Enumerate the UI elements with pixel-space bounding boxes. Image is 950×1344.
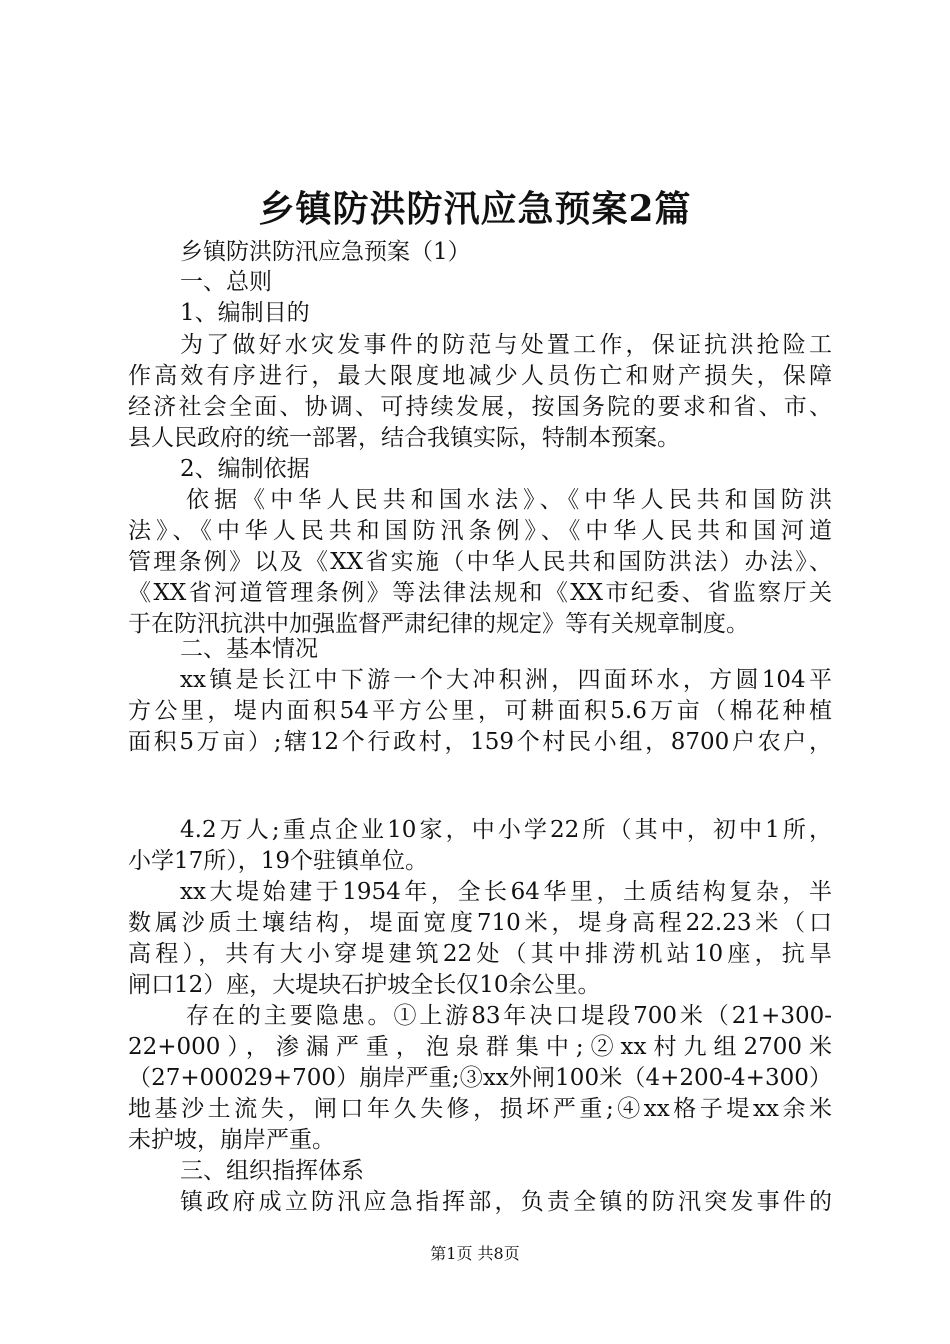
paragraph-line: 《XX省河道管理条例》等法律法规和《XX市纪委、省监察厅关 [128, 580, 832, 606]
paragraph-line: 存在的主要隐患。①上游83年决口堤段700米（21+300- [186, 1003, 832, 1029]
paragraph-line: 镇政府成立防汛应急指挥部，负责全镇的防汛突发事件的 [180, 1189, 832, 1215]
document-title: 乡镇防洪防汛应急预案2篇 [258, 188, 692, 230]
paragraph-line: 面积5万亩）;辖12个行政村，159个村民小组，8700户农户， [128, 729, 832, 755]
paragraph-line: 经济社会全面、协调、可持续发展，按国务院的要求和省、市、 [128, 394, 832, 420]
paragraph-line: xx大堤始建于1954年，全长64华里，土质结构复杂，半 [180, 879, 832, 905]
section-heading: 二、基本情况 [180, 636, 318, 662]
section-heading: 三、组织指挥体系 [180, 1158, 364, 1184]
paragraph-line: 县人民政府的统一部署，结合我镇实际，特制本预案。 [128, 425, 680, 451]
page-footer: 第1页 共8页 [430, 1244, 520, 1263]
paragraph-line: 于在防汛抗洪中加强监督严肃纪律的规定》等有关规章制度。 [128, 611, 749, 637]
paragraph-line: 法》、《中华人民共和国防汛条例》、《中华人民共和国河道 [128, 518, 832, 544]
subtitle-line: 乡镇防洪防汛应急预案（1） [180, 239, 471, 265]
paragraph-line: （27+00029+700）崩岸严重;③xx外闸100米（4+200-4+300） [128, 1065, 832, 1091]
subsection-heading: 1、编制目的 [180, 300, 310, 326]
paragraph-line: 地基沙土流失，闸口年久失修，损坏严重;④xx格子堤xx余米 [128, 1096, 832, 1122]
paragraph-line: 未护坡，崩岸严重。 [128, 1127, 335, 1153]
paragraph-line: 数属沙质土壤结构，堤面宽度710米，堤身高程22.23米（口 [128, 910, 832, 936]
paragraph-line: xx镇是长江中下游一个大冲积洲，四面环水，方圆104平 [180, 667, 832, 693]
paragraph-line: 闸口12）座，大堤块石护坡全长仅10余公里。 [128, 972, 601, 998]
paragraph-line: 4.2万人;重点企业10家，中小学22所（其中，初中1所， [180, 817, 832, 843]
section-heading: 一、总则 [180, 269, 272, 295]
paragraph-line: 为了做好水灾发事件的防范与处置工作，保证抗洪抢险工 [180, 332, 832, 358]
paragraph-line: 高程），共有大小穿堤建筑22处（其中排涝机站10座，抗旱 [128, 941, 832, 967]
paragraph-line: 依据《中华人民共和国水法》、《中华人民共和国防洪 [186, 487, 832, 513]
paragraph-line: 方公里，堤内面积54平方公里，可耕面积5.6万亩（棉花种植 [128, 698, 832, 724]
paragraph-line: 作高效有序进行，最大限度地减少人员伤亡和财产损失，保障 [128, 363, 832, 389]
paragraph-line: 小学17所），19个驻镇单位。 [128, 848, 429, 874]
subsection-heading: 2、编制依据 [180, 456, 310, 482]
paragraph-line: 管理条例》以及《XX省实施（中华人民共和国防洪法）办法》、 [128, 549, 832, 575]
paragraph-line: 22+000），渗漏严重，泡泉群集中;②xx村九组2700米 [128, 1034, 832, 1060]
